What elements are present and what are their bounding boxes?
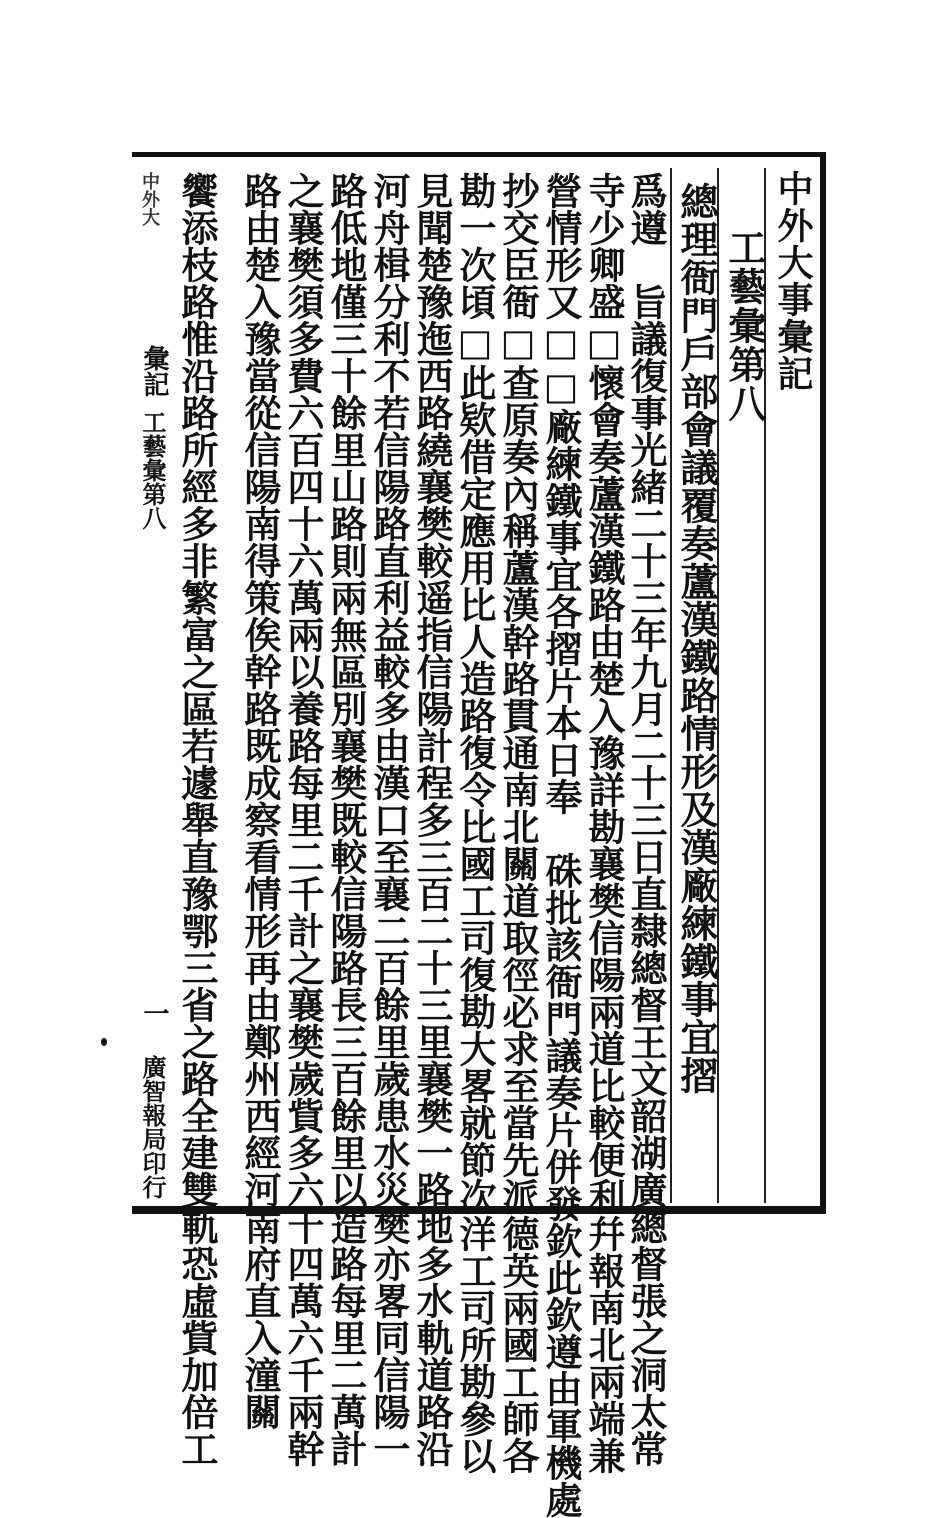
body-column: 河舟楫分利不若信陽路直利益較多由漢口至襄二百餘里歲患水災樊亦畧同信陽一	[367, 172, 411, 1467]
ink-speck	[101, 1038, 107, 1046]
body-column: 爲遵 旨議復事光緒二十三年九月二十三日直隸總督王文韶湖廣總督張之洞太常	[624, 172, 668, 1467]
margin-page-number: 一	[139, 1000, 169, 1026]
outer-title: 中外大事彙記	[772, 170, 814, 392]
body-column: 抄交臣衙□查原奏內稱蘆漢幹路貫通南北關道取徑必求至當先派德英兩國工師各	[496, 172, 540, 1474]
body-column: 饗添枝路惟沿路所經多非繁富之區若遽舉直豫鄂三省之路全建雙軌恐虛貲加倍工	[175, 172, 219, 1467]
body-column: 見聞楚豫迤西路繞襄樊較遥指信陽計程多三百二十三里襄樊一路地多水軌道路沿	[410, 172, 454, 1467]
body-column: 寺少卿盛□懷會奏蘆漢鐵路由楚入豫詳勘襄樊信陽兩道比較便利幷報南北兩端兼	[582, 172, 626, 1474]
margin-publisher: 廣智報局印行	[138, 1055, 167, 1199]
column-rule	[670, 168, 672, 1203]
section-label: 工藝彙第八	[722, 228, 767, 423]
margin-top-label: 中外大	[139, 172, 160, 226]
body-column: 之襄樊須多費六百四十六萬兩以養路每里二千計之襄樊歲貲多六十四萬六千兩幹	[281, 172, 325, 1467]
margin-section-label: 工藝彙第八	[138, 410, 167, 530]
article-title: 總理衙門戶部會議覆奏蘆漢鐵路情形及漢廠練鐵事宜摺	[674, 182, 719, 1094]
body-column: 營情形又□□廠練鐵事宜各摺片本日奉 硃批該衙門議奏片併發欽此欽遵由軍機處	[539, 172, 583, 1518]
body-column: 路由楚入豫當從信陽南得策俟幹路既成察看情形再由鄭州西經河南府直入潼關	[238, 172, 282, 1430]
body-column: 路低地僅三十餘里山路則兩無區別襄樊既較信陽路長三百餘里以造路每里二萬計	[324, 172, 368, 1467]
body-column: 勘一次頃□此欵借定應用比人造路復令比國工司復勘大畧就節次洋工司所勘參以	[453, 172, 497, 1474]
margin-mid-label: 彙記	[139, 345, 169, 397]
